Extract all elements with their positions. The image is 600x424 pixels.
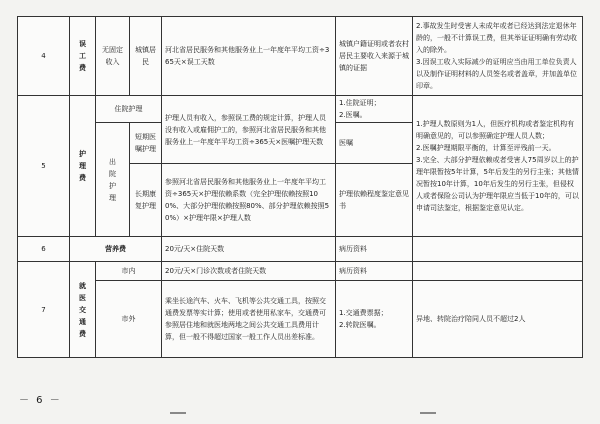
notes: 2.事故发生时受害人未成年或者已经达到法定退休年龄的，一般不计算误工费，但其举证证明确有劳动收入的除外。 3.因误工收入实际减少的证明应当由用工单位负责人以及制作证明材料的人员签名或者盖章，并加盖单位印章。 <box>413 17 583 96</box>
table-row-5 <box>18 96 583 123</box>
table-row-4 <box>18 17 583 96</box>
sub-category: 市外 <box>96 281 162 358</box>
row-number: 7 <box>18 262 70 358</box>
item-name: 就 医 交 通 费 <box>70 262 96 358</box>
page-number: － 6 － <box>19 395 62 406</box>
evidence-materials: 1.交通费票据； 2.转院医嘱。 <box>336 281 413 358</box>
evidence-materials: 医嘱 <box>336 123 413 164</box>
notes <box>413 262 583 281</box>
row-number: 5 <box>18 96 70 237</box>
row-number: 6 <box>18 237 70 262</box>
calculation-standard: 乘坐长途汽车、火车、飞机等公共交通工具，按照交通费发票等实计算；使用或者使用私家车，交通费可参照居住地和就医地两地之间公共交通工具费用计算，但一般不得超过国家一般工作人员出差标准。 <box>162 281 336 358</box>
calculation-standard: 护理人员有收入，参照误工费的规定计算，护理人员没有收入或雇佣护工的，参照河北省居民服务和其他服务业上一年度年平均工资÷365天×医嘱护理天数 <box>162 96 336 164</box>
calculation-standard: 20元/天×门诊次数或者住院天数 <box>162 262 336 281</box>
compensation-table <box>17 16 583 358</box>
sub-category: 长期康复护理 <box>130 164 162 237</box>
item-name: 营养费 <box>70 237 162 262</box>
calculation-standard: 20元/天×住院天数 <box>162 237 336 262</box>
sub-category: 短期医嘱护理 <box>130 123 162 164</box>
evidence-materials: 1.住院证明； 2.医嘱。 <box>336 96 413 123</box>
sub-category: 无固定收入 <box>96 17 130 96</box>
scan-mark <box>170 412 186 414</box>
evidence-materials: 病历资料 <box>336 262 413 281</box>
notes: 异地、转院治疗陪同人员不超过2人 <box>413 281 583 358</box>
table-row-7b <box>18 281 583 358</box>
sub-category: 市内 <box>96 262 162 281</box>
evidence-materials: 城镇户籍证明或者农村居民主要收入来源于城镇的证据 <box>336 17 413 96</box>
scan-mark <box>420 412 436 414</box>
sub-category: 出 院 护 理 <box>96 123 130 237</box>
table-row-6 <box>18 237 583 262</box>
evidence-materials: 护理依赖程度鉴定意见书 <box>336 164 413 237</box>
calculation-standard: 河北省居民服务和其他服务业上一年度年平均工资÷365天×误工天数 <box>162 17 336 96</box>
row-number: 4 <box>18 17 70 96</box>
item-name: 误 工 费 <box>70 17 96 96</box>
table-row-7 <box>18 262 583 281</box>
notes: 1.护理人数原则为1人，但医疗机构或者鉴定机构有明确意见的，可以参照确定护理人员人数； 2.医嘱护理期限平衡的，计算至评残前一天。 3.完全、大部分护理依赖或者受害人75周岁以上的护理年限暂按5年计算，5年后发生的另行主张；其他情况暂按10年计算，10年后发生的另行主张，但侵权人或者保险公司认为护理年限应当低于10年的，可以申请司法鉴定，根据鉴定意见认定。 <box>413 96 583 237</box>
calculation-standard: 参照河北省居民服务和其他服务业上一年度年平均工资÷365天×护理依赖系数（完全护理依赖按照100%、大部分护理依赖按照80%、部分护理依赖按照50%）×护理年限×护理人数 <box>162 164 336 237</box>
notes <box>413 237 583 262</box>
sub-category: 住院护理 <box>96 96 162 123</box>
sub-category: 城镇居民 <box>130 17 162 96</box>
item-name: 护 理 费 <box>70 96 96 237</box>
evidence-materials: 病历资料 <box>336 237 413 262</box>
